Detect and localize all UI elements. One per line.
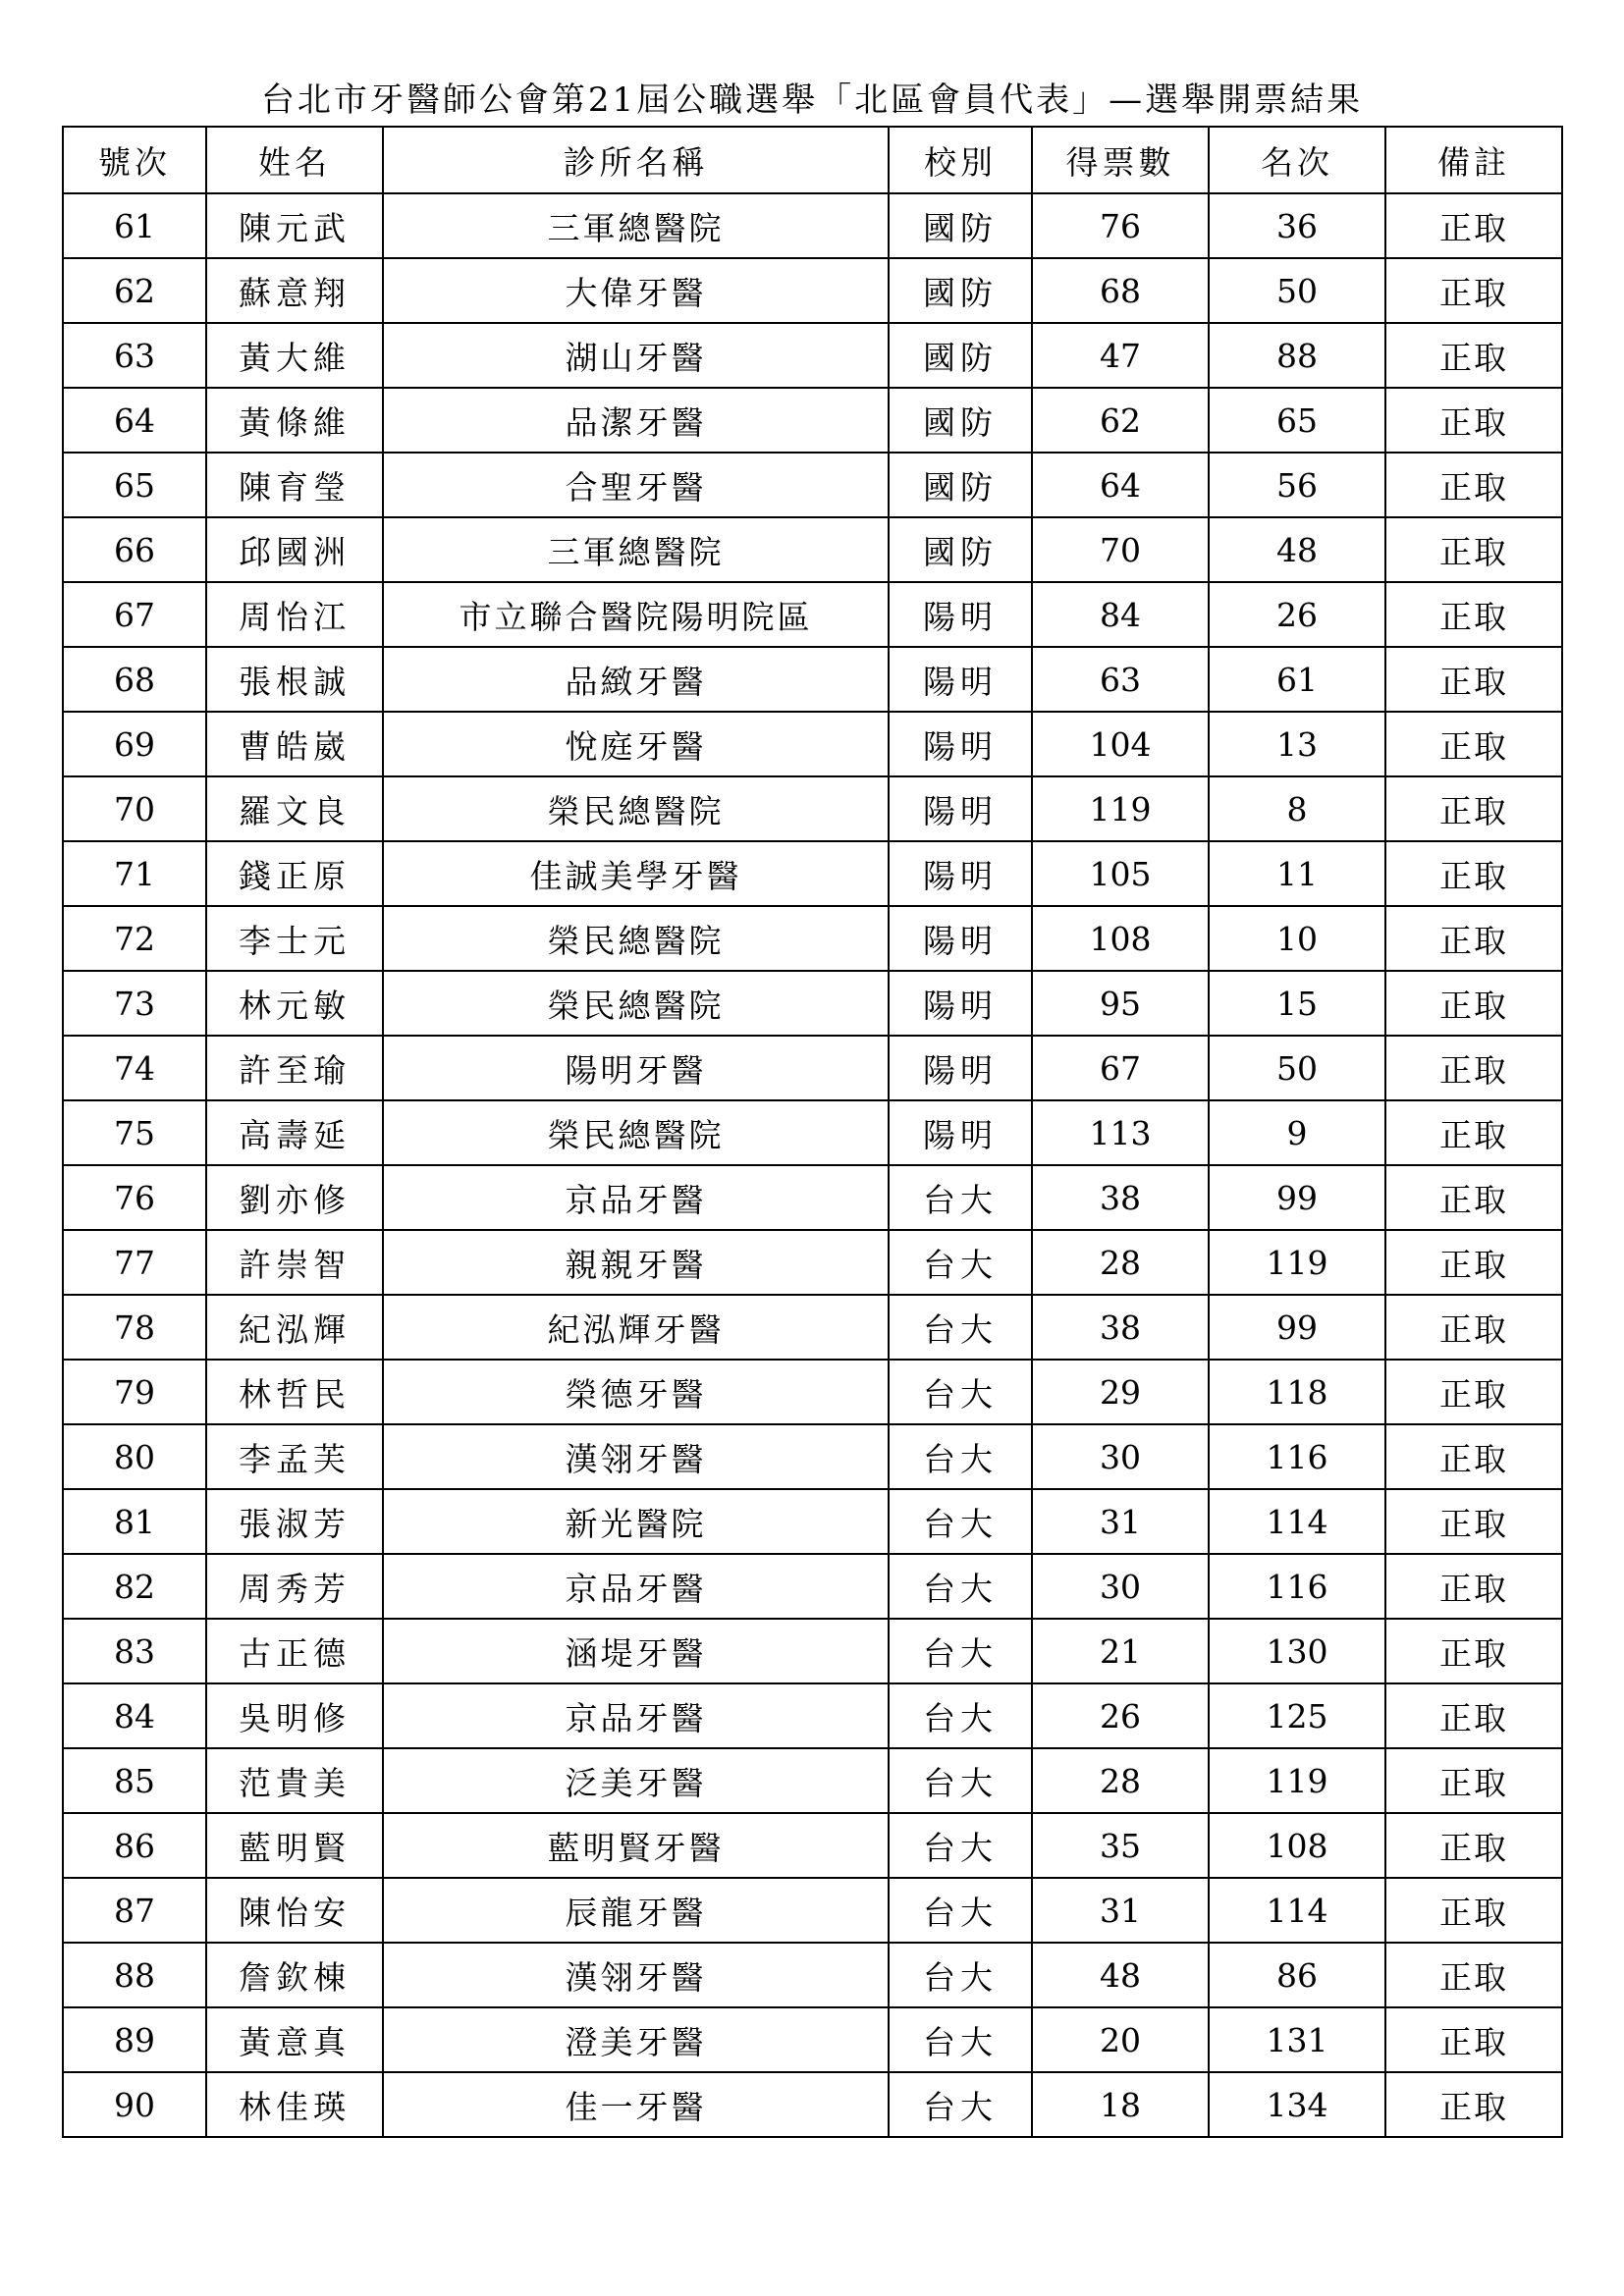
cell-no: 86 xyxy=(63,1813,206,1878)
cell-school: 國防 xyxy=(889,193,1032,258)
cell-rank: 48 xyxy=(1209,517,1385,582)
cell-school: 陽明 xyxy=(889,776,1032,841)
cell-remark: 正取 xyxy=(1385,517,1562,582)
cell-school: 陽明 xyxy=(889,841,1032,906)
cell-school: 國防 xyxy=(889,388,1032,453)
cell-remark: 正取 xyxy=(1385,712,1562,776)
cell-remark: 正取 xyxy=(1385,1036,1562,1100)
cell-rank: 119 xyxy=(1209,1748,1385,1813)
cell-rank: 131 xyxy=(1209,2007,1385,2072)
cell-no: 66 xyxy=(63,517,206,582)
cell-clinic: 漢翎牙醫 xyxy=(383,1424,889,1489)
cell-name: 許至瑜 xyxy=(206,1036,383,1100)
cell-votes: 104 xyxy=(1032,712,1209,776)
cell-clinic: 榮民總醫院 xyxy=(383,1100,889,1165)
cell-remark: 正取 xyxy=(1385,1748,1562,1813)
cell-rank: 9 xyxy=(1209,1100,1385,1165)
cell-votes: 31 xyxy=(1032,1878,1209,1943)
cell-clinic: 藍明賢牙醫 xyxy=(383,1813,889,1878)
cell-remark: 正取 xyxy=(1385,1360,1562,1424)
cell-rank: 114 xyxy=(1209,1878,1385,1943)
cell-rank: 130 xyxy=(1209,1619,1385,1683)
cell-no: 67 xyxy=(63,582,206,647)
cell-name: 周秀芳 xyxy=(206,1554,383,1619)
cell-remark: 正取 xyxy=(1385,1683,1562,1748)
cell-votes: 47 xyxy=(1032,323,1209,388)
cell-no: 72 xyxy=(63,906,206,971)
cell-clinic: 佳一牙醫 xyxy=(383,2072,889,2137)
cell-votes: 20 xyxy=(1032,2007,1209,2072)
cell-clinic: 三軍總醫院 xyxy=(383,517,889,582)
cell-name: 吳明修 xyxy=(206,1683,383,1748)
cell-clinic: 紀泓輝牙醫 xyxy=(383,1295,889,1360)
header-votes: 得票數 xyxy=(1032,127,1209,193)
cell-votes: 105 xyxy=(1032,841,1209,906)
cell-no: 75 xyxy=(63,1100,206,1165)
cell-name: 邱國洲 xyxy=(206,517,383,582)
table-row xyxy=(63,517,1562,582)
cell-votes: 84 xyxy=(1032,582,1209,647)
cell-remark: 正取 xyxy=(1385,582,1562,647)
header-name: 姓名 xyxy=(206,127,383,193)
cell-name: 錢正原 xyxy=(206,841,383,906)
cell-name: 林哲民 xyxy=(206,1360,383,1424)
cell-votes: 70 xyxy=(1032,517,1209,582)
cell-remark: 正取 xyxy=(1385,1554,1562,1619)
cell-rank: 26 xyxy=(1209,582,1385,647)
cell-votes: 48 xyxy=(1032,1943,1209,2007)
cell-rank: 99 xyxy=(1209,1295,1385,1360)
cell-no: 64 xyxy=(63,388,206,453)
cell-name: 許崇智 xyxy=(206,1230,383,1295)
cell-name: 古正德 xyxy=(206,1619,383,1683)
cell-votes: 28 xyxy=(1032,1748,1209,1813)
cell-votes: 67 xyxy=(1032,1036,1209,1100)
cell-votes: 62 xyxy=(1032,388,1209,453)
table-row xyxy=(63,1424,1562,1489)
cell-school: 國防 xyxy=(889,258,1032,323)
cell-clinic: 湖山牙醫 xyxy=(383,323,889,388)
table-row xyxy=(63,193,1562,258)
cell-clinic: 榮民總醫院 xyxy=(383,971,889,1036)
cell-clinic: 市立聯合醫院陽明院區 xyxy=(383,582,889,647)
cell-name: 羅文良 xyxy=(206,776,383,841)
cell-rank: 8 xyxy=(1209,776,1385,841)
table-row xyxy=(63,2007,1562,2072)
cell-rank: 10 xyxy=(1209,906,1385,971)
cell-name: 藍明賢 xyxy=(206,1813,383,1878)
table-row xyxy=(63,647,1562,712)
cell-clinic: 新光醫院 xyxy=(383,1489,889,1554)
cell-remark: 正取 xyxy=(1385,1489,1562,1554)
cell-school: 台大 xyxy=(889,2072,1032,2137)
cell-votes: 18 xyxy=(1032,2072,1209,2137)
cell-rank: 86 xyxy=(1209,1943,1385,2007)
header-row xyxy=(63,127,1562,193)
cell-clinic: 京品牙醫 xyxy=(383,1165,889,1230)
cell-remark: 正取 xyxy=(1385,323,1562,388)
cell-votes: 64 xyxy=(1032,453,1209,517)
cell-remark: 正取 xyxy=(1385,388,1562,453)
table-row xyxy=(63,1619,1562,1683)
cell-votes: 108 xyxy=(1032,906,1209,971)
table-row xyxy=(63,258,1562,323)
cell-school: 台大 xyxy=(889,1683,1032,1748)
table-row xyxy=(63,323,1562,388)
cell-school: 陽明 xyxy=(889,906,1032,971)
cell-no: 78 xyxy=(63,1295,206,1360)
cell-name: 黃條維 xyxy=(206,388,383,453)
cell-school: 台大 xyxy=(889,1619,1032,1683)
cell-no: 87 xyxy=(63,1878,206,1943)
cell-rank: 50 xyxy=(1209,1036,1385,1100)
cell-remark: 正取 xyxy=(1385,647,1562,712)
cell-school: 台大 xyxy=(889,1424,1032,1489)
cell-school: 陽明 xyxy=(889,647,1032,712)
cell-rank: 99 xyxy=(1209,1165,1385,1230)
cell-remark: 正取 xyxy=(1385,1943,1562,2007)
cell-votes: 113 xyxy=(1032,1100,1209,1165)
cell-rank: 11 xyxy=(1209,841,1385,906)
cell-school: 台大 xyxy=(889,1489,1032,1554)
cell-rank: 114 xyxy=(1209,1489,1385,1554)
cell-clinic: 陽明牙醫 xyxy=(383,1036,889,1100)
cell-rank: 15 xyxy=(1209,971,1385,1036)
cell-clinic: 澄美牙醫 xyxy=(383,2007,889,2072)
cell-rank: 65 xyxy=(1209,388,1385,453)
table-row xyxy=(63,1813,1562,1878)
cell-clinic: 漢翎牙醫 xyxy=(383,1943,889,2007)
cell-clinic: 辰龍牙醫 xyxy=(383,1878,889,1943)
cell-remark: 正取 xyxy=(1385,1165,1562,1230)
cell-school: 國防 xyxy=(889,517,1032,582)
cell-clinic: 泛美牙醫 xyxy=(383,1748,889,1813)
header-clinic: 診所名稱 xyxy=(383,127,889,193)
cell-rank: 108 xyxy=(1209,1813,1385,1878)
cell-school: 台大 xyxy=(889,1230,1032,1295)
cell-remark: 正取 xyxy=(1385,1813,1562,1878)
cell-no: 61 xyxy=(63,193,206,258)
cell-school: 國防 xyxy=(889,323,1032,388)
cell-school: 台大 xyxy=(889,1295,1032,1360)
cell-school: 台大 xyxy=(889,1878,1032,1943)
cell-remark: 正取 xyxy=(1385,1424,1562,1489)
cell-rank: 116 xyxy=(1209,1424,1385,1489)
table-row xyxy=(63,906,1562,971)
cell-name: 曹皓崴 xyxy=(206,712,383,776)
header-rank: 名次 xyxy=(1209,127,1385,193)
cell-remark: 正取 xyxy=(1385,1230,1562,1295)
cell-no: 84 xyxy=(63,1683,206,1748)
cell-remark: 正取 xyxy=(1385,1878,1562,1943)
cell-clinic: 涵堤牙醫 xyxy=(383,1619,889,1683)
cell-school: 台大 xyxy=(889,1554,1032,1619)
cell-remark: 正取 xyxy=(1385,2007,1562,2072)
cell-clinic: 悅庭牙醫 xyxy=(383,712,889,776)
cell-clinic: 榮民總醫院 xyxy=(383,906,889,971)
cell-rank: 13 xyxy=(1209,712,1385,776)
cell-name: 陳怡安 xyxy=(206,1878,383,1943)
cell-no: 82 xyxy=(63,1554,206,1619)
cell-votes: 95 xyxy=(1032,971,1209,1036)
cell-remark: 正取 xyxy=(1385,1295,1562,1360)
cell-name: 黃大維 xyxy=(206,323,383,388)
cell-school: 台大 xyxy=(889,1165,1032,1230)
cell-name: 蘇意翔 xyxy=(206,258,383,323)
table-row xyxy=(63,1036,1562,1100)
cell-school: 陽明 xyxy=(889,582,1032,647)
cell-no: 65 xyxy=(63,453,206,517)
table-row xyxy=(63,1489,1562,1554)
cell-votes: 30 xyxy=(1032,1554,1209,1619)
cell-votes: 29 xyxy=(1032,1360,1209,1424)
table-row xyxy=(63,453,1562,517)
cell-votes: 63 xyxy=(1032,647,1209,712)
table-row xyxy=(63,1360,1562,1424)
cell-clinic: 佳誠美學牙醫 xyxy=(383,841,889,906)
cell-no: 77 xyxy=(63,1230,206,1295)
cell-school: 台大 xyxy=(889,1813,1032,1878)
cell-school: 陽明 xyxy=(889,971,1032,1036)
cell-clinic: 親親牙醫 xyxy=(383,1230,889,1295)
cell-votes: 119 xyxy=(1032,776,1209,841)
cell-no: 62 xyxy=(63,258,206,323)
cell-votes: 38 xyxy=(1032,1165,1209,1230)
table-row xyxy=(63,712,1562,776)
table-row xyxy=(63,1230,1562,1295)
cell-remark: 正取 xyxy=(1385,2072,1562,2137)
cell-no: 83 xyxy=(63,1619,206,1683)
header-school: 校別 xyxy=(889,127,1032,193)
cell-school: 台大 xyxy=(889,1748,1032,1813)
cell-no: 71 xyxy=(63,841,206,906)
cell-remark: 正取 xyxy=(1385,776,1562,841)
cell-no: 79 xyxy=(63,1360,206,1424)
cell-name: 紀泓輝 xyxy=(206,1295,383,1360)
cell-name: 范貴美 xyxy=(206,1748,383,1813)
cell-rank: 118 xyxy=(1209,1360,1385,1424)
cell-no: 70 xyxy=(63,776,206,841)
table-row xyxy=(63,2072,1562,2137)
cell-no: 90 xyxy=(63,2072,206,2137)
table-row xyxy=(63,1100,1562,1165)
cell-votes: 30 xyxy=(1032,1424,1209,1489)
cell-votes: 28 xyxy=(1032,1230,1209,1295)
table-row xyxy=(63,1165,1562,1230)
header-remark: 備註 xyxy=(1385,127,1562,193)
cell-school: 陽明 xyxy=(889,1100,1032,1165)
cell-school: 台大 xyxy=(889,2007,1032,2072)
cell-remark: 正取 xyxy=(1385,1619,1562,1683)
table-row xyxy=(63,1554,1562,1619)
cell-name: 林元敏 xyxy=(206,971,383,1036)
cell-rank: 36 xyxy=(1209,193,1385,258)
table-row xyxy=(63,388,1562,453)
cell-clinic: 榮德牙醫 xyxy=(383,1360,889,1424)
cell-school: 台大 xyxy=(889,1360,1032,1424)
cell-rank: 125 xyxy=(1209,1683,1385,1748)
cell-name: 李士元 xyxy=(206,906,383,971)
results-table xyxy=(62,126,1563,2138)
cell-clinic: 品緻牙醫 xyxy=(383,647,889,712)
cell-clinic: 合聖牙醫 xyxy=(383,453,889,517)
cell-clinic: 京品牙醫 xyxy=(383,1554,889,1619)
cell-clinic: 三軍總醫院 xyxy=(383,193,889,258)
cell-no: 76 xyxy=(63,1165,206,1230)
cell-remark: 正取 xyxy=(1385,193,1562,258)
cell-school: 台大 xyxy=(889,1943,1032,2007)
cell-votes: 31 xyxy=(1032,1489,1209,1554)
cell-rank: 134 xyxy=(1209,2072,1385,2137)
cell-name: 黃意真 xyxy=(206,2007,383,2072)
cell-no: 81 xyxy=(63,1489,206,1554)
cell-no: 63 xyxy=(63,323,206,388)
cell-remark: 正取 xyxy=(1385,453,1562,517)
cell-name: 劉亦修 xyxy=(206,1165,383,1230)
table-row xyxy=(63,1748,1562,1813)
cell-name: 周怡江 xyxy=(206,582,383,647)
cell-no: 69 xyxy=(63,712,206,776)
table-row xyxy=(63,1295,1562,1360)
cell-name: 陳元武 xyxy=(206,193,383,258)
cell-votes: 35 xyxy=(1032,1813,1209,1878)
table-row xyxy=(63,1878,1562,1943)
cell-votes: 76 xyxy=(1032,193,1209,258)
cell-rank: 119 xyxy=(1209,1230,1385,1295)
cell-remark: 正取 xyxy=(1385,906,1562,971)
cell-votes: 38 xyxy=(1032,1295,1209,1360)
cell-name: 詹欽棟 xyxy=(206,1943,383,2007)
cell-votes: 21 xyxy=(1032,1619,1209,1683)
cell-clinic: 大偉牙醫 xyxy=(383,258,889,323)
cell-remark: 正取 xyxy=(1385,841,1562,906)
cell-name: 林佳瑛 xyxy=(206,2072,383,2137)
cell-rank: 116 xyxy=(1209,1554,1385,1619)
cell-no: 74 xyxy=(63,1036,206,1100)
cell-rank: 50 xyxy=(1209,258,1385,323)
cell-clinic: 京品牙醫 xyxy=(383,1683,889,1748)
cell-remark: 正取 xyxy=(1385,258,1562,323)
table-row xyxy=(63,971,1562,1036)
cell-clinic: 品潔牙醫 xyxy=(383,388,889,453)
table-row xyxy=(63,582,1562,647)
cell-school: 陽明 xyxy=(889,1036,1032,1100)
cell-rank: 61 xyxy=(1209,647,1385,712)
table-row xyxy=(63,1683,1562,1748)
cell-school: 陽明 xyxy=(889,712,1032,776)
cell-name: 張淑芳 xyxy=(206,1489,383,1554)
cell-name: 李孟芙 xyxy=(206,1424,383,1489)
table-row xyxy=(63,776,1562,841)
cell-no: 73 xyxy=(63,971,206,1036)
table-row xyxy=(63,841,1562,906)
cell-school: 國防 xyxy=(889,453,1032,517)
cell-votes: 26 xyxy=(1032,1683,1209,1748)
cell-clinic: 榮民總醫院 xyxy=(383,776,889,841)
cell-name: 高壽延 xyxy=(206,1100,383,1165)
cell-no: 80 xyxy=(63,1424,206,1489)
cell-no: 88 xyxy=(63,1943,206,2007)
cell-no: 89 xyxy=(63,2007,206,2072)
cell-remark: 正取 xyxy=(1385,971,1562,1036)
results-body xyxy=(63,193,1562,2137)
cell-votes: 68 xyxy=(1032,258,1209,323)
cell-rank: 88 xyxy=(1209,323,1385,388)
cell-no: 85 xyxy=(63,1748,206,1813)
cell-no: 68 xyxy=(63,647,206,712)
cell-remark: 正取 xyxy=(1385,1100,1562,1165)
header-no: 號次 xyxy=(63,127,206,193)
document-title: 台北市牙醫師公會第21屆公職選舉「北區會員代表」—選舉開票結果 xyxy=(260,80,1364,120)
table-row xyxy=(63,1943,1562,2007)
cell-name: 張根誠 xyxy=(206,647,383,712)
cell-name: 陳育瑩 xyxy=(206,453,383,517)
cell-rank: 56 xyxy=(1209,453,1385,517)
